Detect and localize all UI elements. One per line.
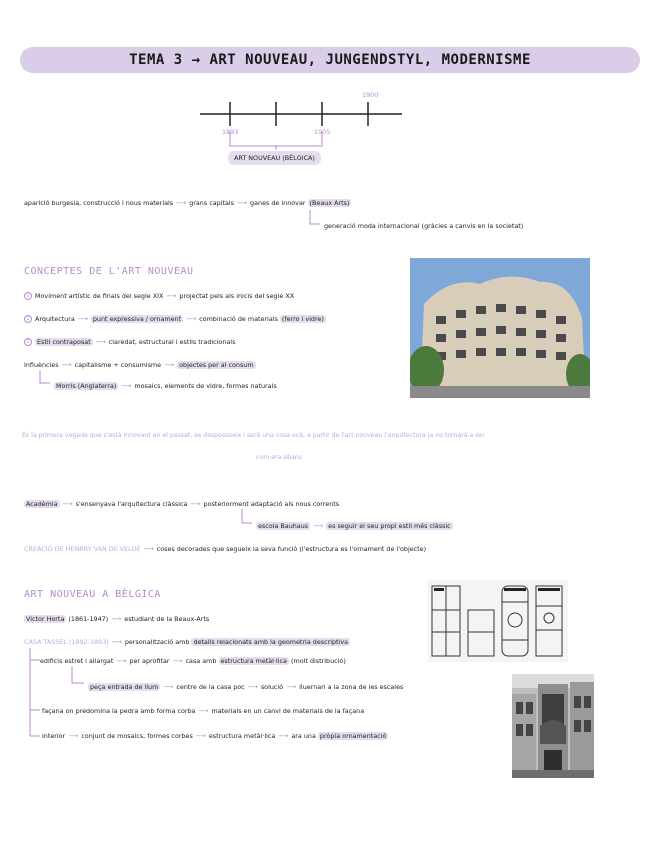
bauhaus-a: escola Bauhaus [258, 522, 309, 530]
right-arrow-icon: ⟶ [166, 292, 177, 300]
right-arrow-icon: ⟶ [116, 657, 127, 665]
creacio-line [24, 545, 426, 553]
academia-c: posteriorment adaptació als nous corrents [203, 500, 340, 508]
sub4-d: ara una [291, 732, 316, 740]
concept-item-1 [24, 292, 294, 300]
right-arrow-icon: ⟶ [176, 199, 187, 207]
influences-line [24, 361, 256, 369]
horta-line [24, 615, 209, 623]
right-arrow-icon: ⟶ [111, 615, 122, 623]
right-arrow-icon: ⟶ [190, 500, 201, 508]
tassel-a: CASA TASSEL (1892-1893) [24, 638, 109, 646]
title-banner [20, 47, 640, 73]
tassel-sub-3 [42, 707, 364, 715]
timeline-label-left: 1893 [222, 128, 239, 136]
timeline-label-top: 1900 [362, 91, 379, 99]
tassel-b: personalització amb [124, 638, 190, 646]
right-arrow-icon: ⟶ [111, 638, 122, 646]
right-arrow-icon: ⟶ [163, 683, 174, 691]
concept-2-b: punt expressiva / ornament [92, 315, 182, 323]
building-photo-hotel-tassel [512, 674, 594, 778]
floor-plans-image [428, 580, 568, 662]
concept-item-3 [24, 338, 235, 346]
morris-a: Morris (Anglaterra) [56, 382, 117, 390]
right-arrow-icon: ⟶ [278, 732, 289, 740]
right-arrow-icon: ⟶ [286, 683, 297, 691]
bauhaus-line [256, 522, 453, 530]
sub3-b: materials en un canvi de materials de la façana [211, 707, 365, 715]
quote-line-1: És la primera vegada que s'està innovant en el passat, es desposseeix i serà una cosa ocà, a partir de l'art nouveau l'arquitectura ja no tornarà a ser [22, 432, 485, 439]
concept-1-b: projectat pels als inicis del segle XX [179, 292, 295, 300]
sub4-c: estructura metàl·lica [208, 732, 276, 740]
intro-c-hl: (Beaux Arts) [309, 199, 350, 207]
intro-b: grans capitals [189, 199, 234, 207]
right-arrow-icon: ⟶ [247, 683, 258, 691]
right-arrow-icon: ⟶ [164, 361, 175, 369]
concept-2-c: combinació de materials [199, 315, 278, 323]
bauhaus-b: es seguir el seu propi estil més clàssic [328, 522, 451, 530]
right-arrow-icon: ⟶ [121, 382, 132, 390]
number-badge: 2 [24, 315, 32, 323]
bracket-arrow-icon [308, 210, 322, 228]
intro-line-1 [24, 199, 351, 207]
sub4-b: conjunt de mosaics, formes corbes [81, 732, 193, 740]
timeline-label-mid: 1905 [314, 128, 331, 136]
right-arrow-icon: ⟶ [172, 657, 183, 665]
right-arrow-icon: ⟶ [68, 732, 79, 740]
sub2-a: peça entrada de llum [90, 683, 159, 691]
concept-2-a: Arquitectura [35, 315, 75, 323]
building-photo-la-pedrera [410, 258, 590, 398]
concept-1-a: Moviment artístic de finals del segle XIX [35, 292, 164, 300]
bracket-arrow-icon [70, 666, 86, 688]
sub4-e: pròpia ornamentació [319, 732, 387, 740]
concept-3-a: Estil contraposat [37, 338, 91, 346]
academia-line [24, 500, 339, 508]
sub3-a: façana on predomina la pedra amb forma corba [42, 707, 196, 715]
academia-a: Acadèmia [26, 500, 58, 508]
right-arrow-icon: ⟶ [61, 361, 72, 369]
right-arrow-icon: ⟶ [313, 522, 324, 530]
right-arrow-icon: ⟶ [62, 500, 73, 508]
right-arrow-icon: ⟶ [237, 199, 248, 207]
morris-b: mosaics, elements de vidre, formes naturals [134, 382, 277, 390]
bracket-arrow-icon [38, 370, 52, 388]
influences-b: capitalisme + consumisme [74, 361, 162, 369]
tassel-sub-2 [88, 683, 403, 691]
tassel-line [24, 638, 350, 646]
right-arrow-icon: ⟶ [77, 315, 88, 323]
right-arrow-icon: ⟶ [195, 732, 206, 740]
timeline-box-label: ART NOUVEAU (BÈLGICA) [228, 151, 321, 165]
creacio-a: CREACIÓ DE HENRRY VAN DE VELDE [24, 545, 141, 553]
intro-c: ganes de innovar [250, 199, 306, 207]
sub1-c: casa amb [185, 657, 217, 665]
tassel-sub-4 [42, 732, 388, 740]
right-arrow-icon: ⟶ [95, 338, 106, 346]
number-badge: 3 [24, 338, 32, 346]
intro-a: aparició burgesia, construcció i nous materials [24, 199, 174, 207]
bracket-arrow-icon [240, 509, 254, 527]
sub2-c: solució [260, 683, 284, 691]
concept-2-d: (ferro i vidre) [281, 315, 324, 323]
influences-a: Influències [24, 361, 59, 369]
right-arrow-icon: ⟶ [186, 315, 197, 323]
page-title: TEMA 3 → ART NOUVEAU, JUNGENDSTYL, MODERNISME [129, 52, 531, 68]
quote-line-2: com era abans [256, 454, 302, 461]
creacio-b: coses decorades que segueix la seva funció (l'estructura es l'ornament de l'objecte) [156, 545, 427, 553]
horta-b: (1861-1947) [68, 615, 109, 623]
number-badge: 1 [24, 292, 32, 300]
sub2-d: lluernari a la zona de les escales [299, 683, 404, 691]
academia-b: s'ensenyava l'arquitectura clàssica [75, 500, 188, 508]
intro-line-2: generació moda internacional (gràcies a canvis en la societat) [324, 222, 524, 230]
sub1-e: (molt distribució) [291, 657, 346, 665]
right-arrow-icon: ⟶ [143, 545, 154, 553]
section-heading-concepts: CONCEPTES DE L'ART NOUVEAU [24, 266, 194, 277]
concept-item-2 [24, 315, 326, 323]
tassel-sub-1 [40, 657, 346, 665]
tassel-c: detalls relacionats amb la geometria descriptiva [193, 638, 349, 646]
horta-c: estudiant de la Beaux-Arts [124, 615, 210, 623]
morris-line [54, 382, 277, 390]
sub4-a: interior [42, 732, 66, 740]
sub1-b: per aprofitar [129, 657, 170, 665]
sub1-a: edificis estret i allargat [40, 657, 114, 665]
section-heading-belgium: ART NOUVEAU A BÈLGICA [24, 589, 161, 600]
horta-a: Victor Horta [26, 615, 65, 623]
concept-3-b: claredat, estructural i estils tradicionals [108, 338, 236, 346]
right-arrow-icon: ⟶ [198, 707, 209, 715]
sub2-b: centre de la casa poc [176, 683, 245, 691]
sub1-d: estructura metàl·lica [220, 657, 287, 665]
influences-c: objectes per al consum [179, 361, 254, 369]
